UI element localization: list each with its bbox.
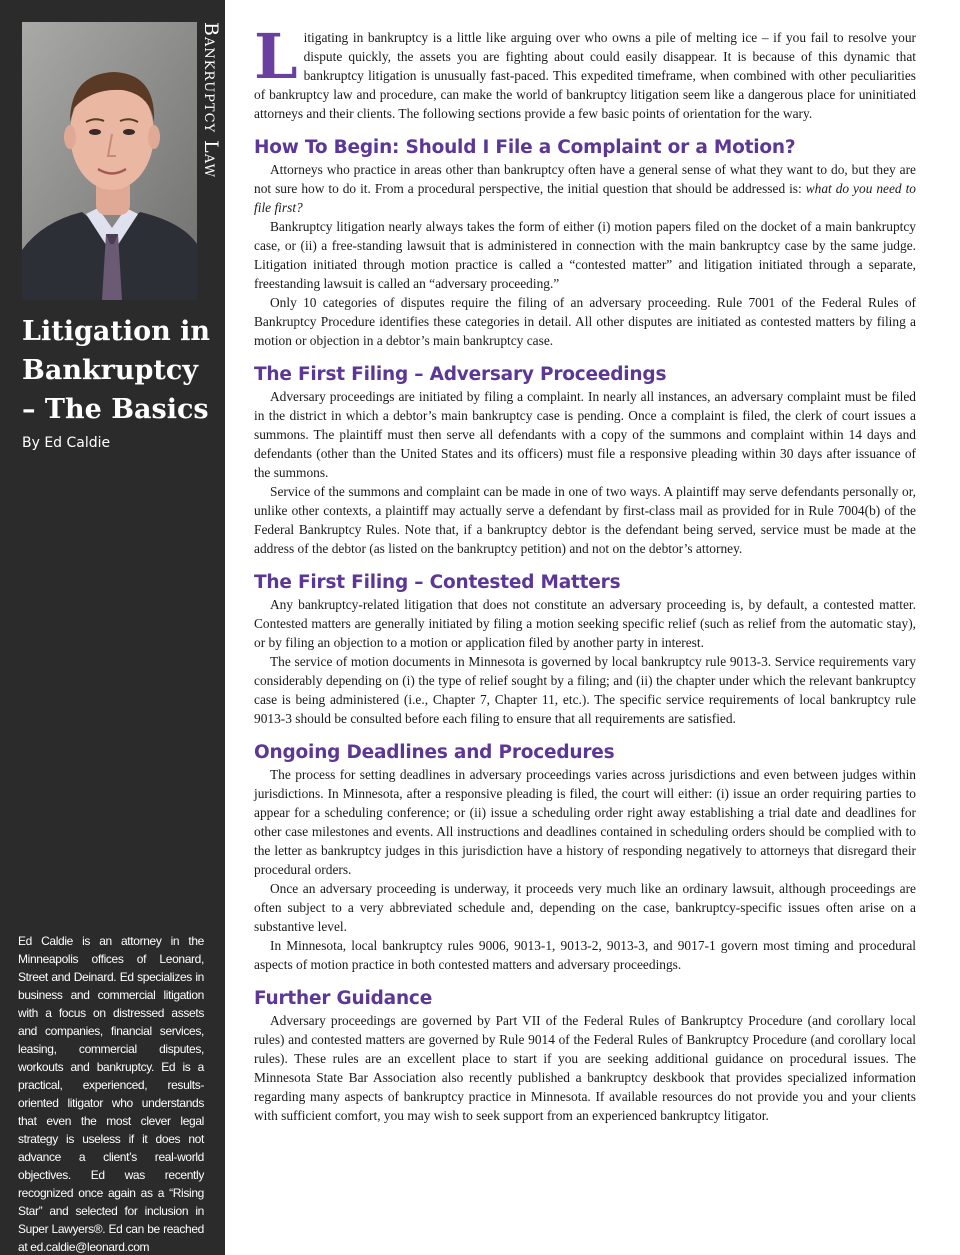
article-title: Litigation in Bankruptcy – The Basics (22, 316, 210, 425)
section-heading: The First Filing – Contested Matters (254, 572, 621, 593)
paragraph: In Minnesota, local bankruptcy rules 9006, 9013-1, 9013-2, 9013-3, and 9017-1 govern most timing and procedural aspects of motion practice in both contested matters and adversary proceedings. (254, 938, 916, 972)
author-bio: Ed Caldie is an attorney in the Minneapolis offices of Leonard, Street and Deinard. Ed specializes in business and commercial litigation with a focus on distressed assets and companies, financial services, leasing, commercial disputes, workouts and bankruptcy. Ed is a practical, experienced, results-oriented litigator who understands that even the most clever legal strategy is useless if it does not advance a client’s real-world objectives. Ed was recently recognized once again as a “Rising Star” and selected for inclusion in Super Lawyers®. Ed can be reached at ed.caldie@leonard.com (18, 934, 204, 1254)
paragraph: Adversary proceedings are governed by Part VII of the Federal Rules of Bankruptcy Procedure (and corollary local rules) and contested matters are governed by Rule 9014 of the Federal Rules of Bankruptcy Procedure (and corollary local rules). These rules are an excellent place to start if you are seeking additional guidance on procedural issues. The Minnesota State Bar Association also recently published a bankruptcy deskbook that provides specialized information regarding many aspects of bankruptcy practice in Minnesota. If available resources do not provide you and your clients with sufficient comfort, you may wish to seek support from an experienced bankruptcy litigator. (254, 1013, 916, 1123)
paragraph (254, 160, 916, 217)
paragraph: Only 10 categories of disputes require the filing of an adversary proceeding. Rule 7001 of the Federal Rules of Bankruptcy Procedure identifies these categories in detail. All other disputes are initiated as contested matters by filing a motion or objection in a debtor’s main bankruptcy case. (254, 295, 916, 348)
paragraph: The process for setting deadlines in adversary proceedings varies across jurisdictions and even between judges within jurisdictions. In Minnesota, after a responsive pleading is filed, the court will either: (i) issue an order requiring parties to appear for a scheduling conference; or (ii) issue a scheduling order right away establishing a trial date and deadlines for other case milestones and events. All instructions and deadlines contained in scheduling orders should be complied with to the letter as bankruptcy judges in this jurisdiction have a history of responding negatively to attorneys that disregard their procedural orders. (254, 767, 916, 877)
section-tag (197, 22, 225, 222)
paragraph-text: Attorneys who practice in areas other than bankruptcy often have a general sense of what they want to do, but they are not sure how to do it. From a procedural perspective, the initial question that should be addressed is: (254, 162, 916, 196)
byline: By Ed Caldie (22, 435, 111, 451)
intro-text: itigating in bankruptcy is a little like arguing over who owns a pile of melting ice – if you fail to resolve your dispute quickly, the assets you are fighting about could easily disappear. It is because of this dynamic that bankruptcy litigation is unusually fast-paced. This expedited timeframe, when combined with other peculiarities of bankruptcy law and procedure, can make the world of bankruptcy litigation seem like a dangerous place for uninitiated attorneys and their clients. The following sections provide a few basic points of orientation for the wary. (254, 30, 916, 121)
paragraph: The service of motion documents in Minnesota is governed by local bankruptcy rule 9013-3. Service requirements vary considerably depending on (i) the type of relief sought by a filing; and (ii) the chapter under which the relevant bankruptcy case is being administered (i.e., Chapter 7, Chapter 11, etc.). The specific service requirements of local bankruptcy rule 9013-3 should be consulted before each filing to ensure that all requirements are satisfied. (254, 654, 916, 726)
drop-cap: L (254, 20, 298, 93)
section-tag-label: Bankruptcy Law (200, 22, 222, 179)
section-heading: Ongoing Deadlines and Procedures (254, 742, 615, 763)
paragraph: Bankruptcy litigation nearly always takes the form of either (i) motion papers filed on the docket of a main bankruptcy case, or (ii) a free-standing lawsuit that is administered in connection with the main bankruptcy case by the same judge. Litigation initiated through motion practice is called a “contested matter” and litigation initiated through a separate, freestanding lawsuit is called an “adversary proceeding.” (254, 219, 916, 291)
article-body (254, 20, 916, 1125)
paragraph: Service of the summons and complaint can be made in one of two ways. A plaintiff may serve defendants personally or, unlike other contexts, a plaintiff may actually serve a defendant by first-class mail as provided for in Rule 7004(b) of the Federal Bankruptcy Rules. Note that, if a bankruptcy debtor is the defendant being served, service must be made at the address of the debtor (as listed on the bankruptcy petition) and not on the debtor’s attorney. (254, 484, 916, 556)
paragraph-emphasis: what do you need to file first? (254, 181, 916, 215)
paragraph: Once an adversary proceeding is underway, it proceeds very much like an ordinary lawsuit, although proceedings are often subject to a very abbreviated schedule and, depending on the case, bankruptcy-specific issues often arise on a substantive level. (254, 881, 916, 934)
paragraph: Any bankruptcy-related litigation that does not constitute an adversary proceeding is, by default, a contested matter. Contested matters are generally initiated by filing a motion seeking specific relief (such as relief from the automatic stay), or by filing an objection to a motion or application filed by another party in interest. (254, 597, 916, 650)
section-heading: Further Guidance (254, 988, 433, 1009)
paragraph: Adversary proceedings are initiated by filing a complaint. In nearly all instances, an adversary complaint must be filed in the district in which a debtor’s main bankruptcy case is pending. Once a complaint is filed, the clerk of court issues a summons. The plaintiff must then serve all defendants with a copy of the summons and complaint within 14 days and defendants (other than the United States and its officers) must file a responsive pleading within 30 days after issuance of the summons. (254, 389, 916, 480)
author-portrait-image (22, 22, 197, 300)
section-heading: The First Filing – Adversary Proceedings (254, 364, 667, 385)
author-photo (22, 22, 197, 300)
intro-paragraph (254, 20, 916, 123)
sidebar (0, 0, 225, 1255)
section-heading: How To Begin: Should I File a Complaint or a Motion? (254, 137, 796, 158)
